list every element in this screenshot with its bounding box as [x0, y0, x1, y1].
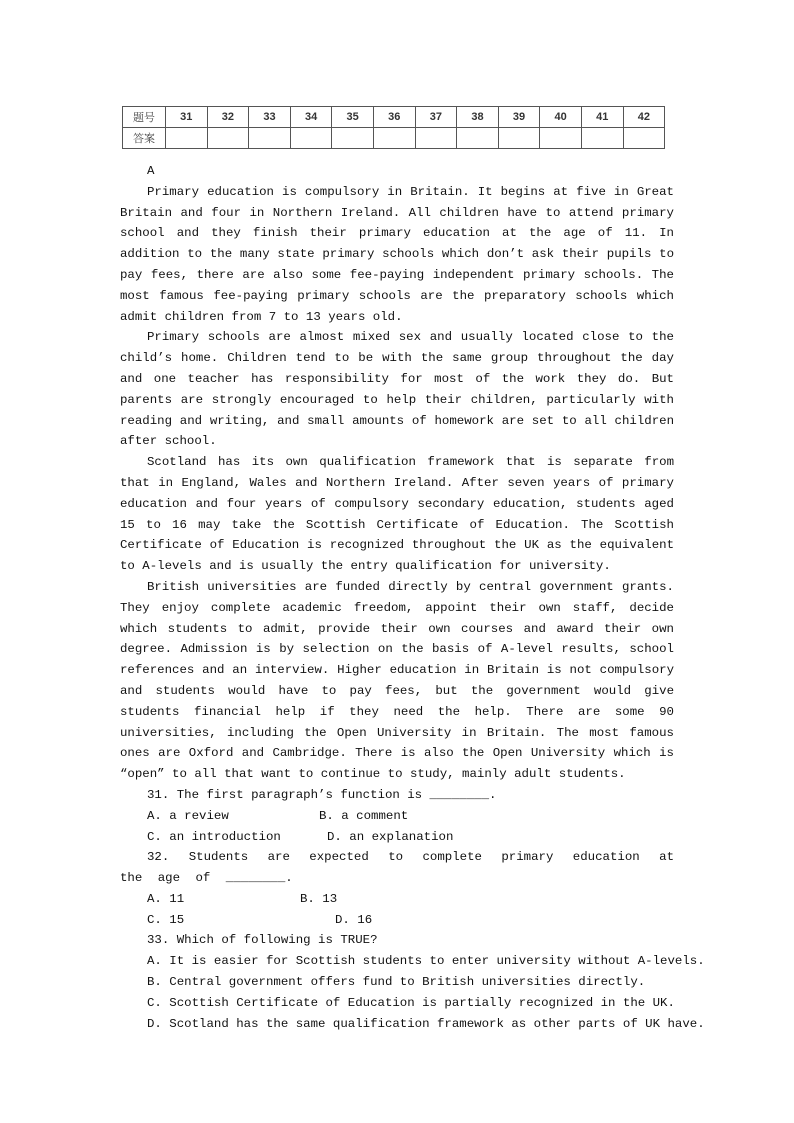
option-row — [120, 993, 674, 1014]
passage-paragraph: Primary schools are almost mixed sex and usually located close to the child’s home. Children tend to be with the same group throughout the day and one teacher has responsibility for most of the work they do. But parents are strongly encouraged to help their children, particularly with reading and writing, and small amounts of homework are set to all children after school. — [120, 330, 674, 449]
answer-cell[interactable] — [415, 128, 457, 149]
option-c[interactable]: C. 15 — [147, 912, 185, 927]
answer-cell[interactable] — [332, 128, 374, 149]
answer-cell[interactable] — [290, 128, 332, 149]
question-stem: 31. The first paragraph’s function is ________. — [147, 787, 497, 802]
option-b[interactable]: B. 13 — [300, 891, 338, 906]
passage-paragraph: Primary education is compulsory in Britain. It begins at five in Great Britain and four in Northern Ireland. All children have to attend primary school and they finish their primary education at the age of 11. In addition to the many state primary schools which don’t ask their pupils to pay fees, there are also some fee-paying independent primary schools. The most famous fee-paying primary schools are the preparatory schools which admit children from 7 to 13 years old. — [120, 184, 674, 324]
option-d[interactable]: D. Scotland has the same qualification framework as other parts of UK have. — [147, 1016, 705, 1031]
question-number-cell: 37 — [415, 107, 457, 128]
answer-cell[interactable] — [581, 128, 623, 149]
passage-content — [120, 161, 705, 1034]
question-number-label: 题号 — [123, 107, 166, 128]
option-a[interactable]: A. a review — [147, 808, 229, 823]
answer-cell[interactable] — [623, 128, 665, 149]
question-number-cell: 38 — [457, 107, 499, 128]
option-row — [120, 889, 674, 910]
question-number-cell: 42 — [623, 107, 665, 128]
question-number-row — [123, 107, 665, 128]
answer-cell[interactable] — [498, 128, 540, 149]
option-d[interactable]: D. 16 — [335, 912, 373, 927]
passage-paragraph: Scotland has its own qualification framework that is separate from that in England, Wales and Northern Ireland. After seven years of primary education and four years of compulsory secondary education, students aged 15 to 16 may take the Scottish Certificate of Education. The Scottish Certificate of Education is recognized throughout the UK as the equivalent to A-levels and is usually the entry qualification for university. — [120, 455, 674, 574]
question-stem: 33. Which of following is TRUE? — [147, 933, 378, 948]
answer-cell[interactable] — [373, 128, 415, 149]
question-31 — [120, 785, 674, 847]
question-number-cell: 34 — [290, 107, 332, 128]
answer-cell[interactable] — [207, 128, 249, 149]
option-row — [120, 1014, 705, 1035]
question-number-cell: 31 — [166, 107, 208, 128]
option-row — [120, 972, 674, 993]
question-stem: 32. Students are expected to complete primary education at the age of ________. — [120, 850, 674, 886]
option-row — [120, 806, 674, 827]
passage-paragraph: British universities are funded directly by central government grants. They enjoy complete academic freedom, appoint their own staff, decide which students to admit, provide their own courses and award their own degree. Admission is by selection on the basis of A-level results, school references and an interview. Higher education in Britain is not compulsory and students would have to pay fees, but the government would give students financial help if they need the help. There are some 90 universities, including the Open University in Britain. The most famous ones are Oxford and Cambridge. There is also the Open University which is “open” to all that want to continue to study, mainly adult students. — [120, 579, 674, 782]
option-b[interactable]: B. Central government offers fund to British universities directly. — [147, 975, 646, 990]
option-d[interactable]: D. an explanation — [327, 829, 454, 844]
answer-row — [123, 128, 665, 149]
answer-cell[interactable] — [540, 128, 582, 149]
option-b[interactable]: B. a comment — [319, 808, 409, 823]
question-number-cell: 32 — [207, 107, 249, 128]
option-row — [120, 827, 674, 848]
question-number-cell: 41 — [581, 107, 623, 128]
option-row — [120, 951, 705, 972]
option-a[interactable]: A. It is easier for Scottish students to enter university without A-levels. — [147, 954, 705, 969]
question-number-cell: 39 — [498, 107, 540, 128]
question-33 — [120, 930, 705, 1034]
answer-sheet-table — [122, 106, 665, 149]
answer-cell[interactable] — [457, 128, 499, 149]
option-a[interactable]: A. 11 — [147, 891, 185, 906]
question-32 — [120, 847, 674, 930]
question-number-cell: 35 — [332, 107, 374, 128]
option-c[interactable]: C. Scottish Certificate of Education is partially recognized in the UK. — [147, 995, 675, 1010]
passage-label: A — [147, 164, 155, 178]
option-row — [120, 910, 674, 931]
question-number-cell: 36 — [373, 107, 415, 128]
answer-cell[interactable] — [166, 128, 208, 149]
question-number-cell: 40 — [540, 107, 582, 128]
question-number-cell: 33 — [249, 107, 291, 128]
option-c[interactable]: C. an introduction — [147, 829, 281, 844]
answer-label: 答案 — [123, 128, 166, 149]
answer-cell[interactable] — [249, 128, 291, 149]
